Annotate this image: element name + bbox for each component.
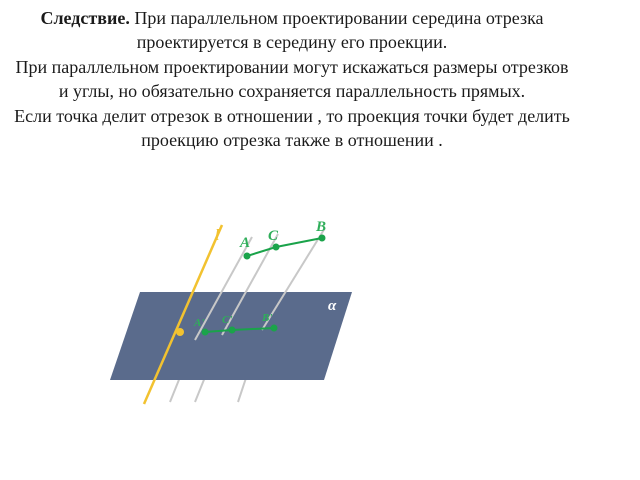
point-c — [273, 244, 280, 251]
label-proj-b: B' — [262, 312, 273, 324]
line-l-intersection-point — [176, 328, 184, 336]
point-b — [319, 235, 326, 242]
proj-point-b — [271, 325, 278, 332]
paragraph-ratio: Если точка делит отрезок в отношении , то проекция точки будет делить проекцию отрезка также в отношении . — [14, 105, 570, 151]
label-line-l: l — [215, 227, 220, 244]
corollary-heading: Следствие. — [40, 8, 130, 28]
segment-ab — [247, 238, 322, 256]
label-c: C — [268, 228, 279, 244]
paragraph-distortion: При параллельном проектировании могут искажаться размеры отрезков и углы, но обязательно сохраняется параллельность прямых. — [15, 56, 569, 102]
label-a: A — [240, 235, 251, 251]
proj-point-a — [202, 329, 209, 336]
label-alpha: α — [328, 298, 337, 314]
label-proj-a: A' — [194, 317, 205, 329]
label-proj-c: C' — [222, 314, 233, 326]
point-a — [244, 253, 251, 260]
label-b: B — [316, 219, 327, 235]
corollary-body: При параллельном проектировании середина отрезка проектируется в середину его проекции. — [129, 8, 544, 53]
plane-alpha — [110, 292, 352, 380]
proj-point-c — [229, 327, 236, 334]
